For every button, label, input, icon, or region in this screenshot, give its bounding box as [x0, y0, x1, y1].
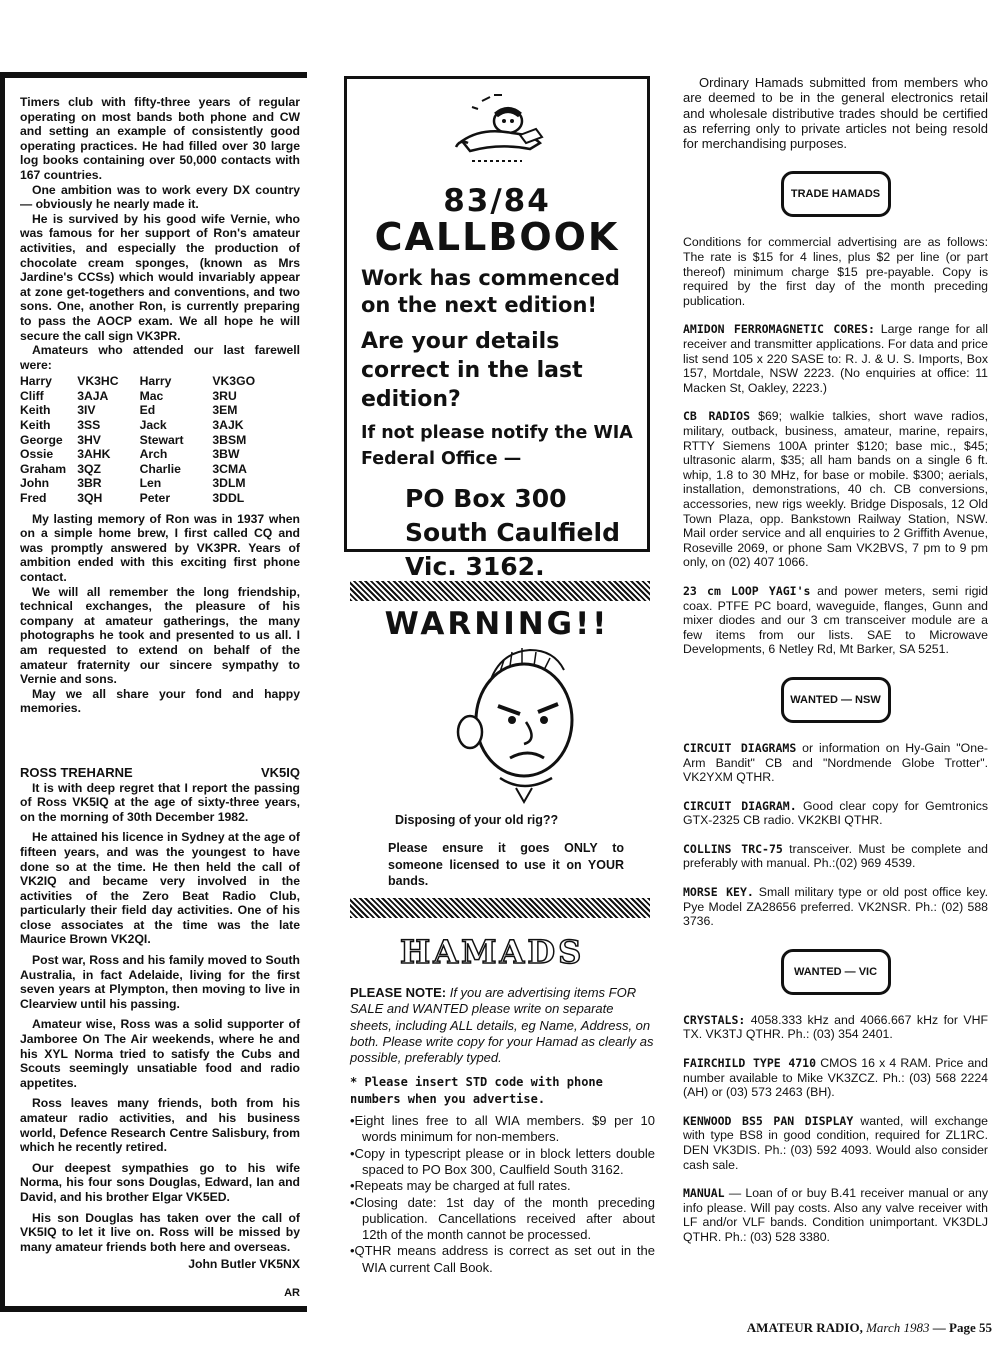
attendee-row	[20, 374, 280, 389]
attendee-cell: 3IV	[77, 403, 96, 418]
attendee-cell: Len	[139, 476, 162, 491]
trade-hamads-label: TRADE HAMADS	[781, 171, 891, 217]
paragraph: Amateurs who attended our last farewell were:	[20, 343, 300, 372]
ad-kenwood	[683, 1114, 988, 1172]
paragraph: We will all remember the long friendship, technical exchanges, the pleasure of his company at amateur gatherings, the many photographs he took and presented to us all. I am requested to extend on behalf of the amateur fraternity our sincere sympathy to Vernie and sons.	[20, 584, 300, 687]
attendee-row	[20, 462, 280, 477]
attendee-cell: 3BR	[77, 476, 102, 491]
rule-item: •Repeats may be charged at full rates.	[350, 1178, 571, 1194]
attendee-cell: Ossie	[20, 447, 54, 462]
ad-circuit-diagram	[683, 799, 988, 828]
callbook-body	[361, 265, 647, 584]
paragraph: He is survived by his good wife Vernie, who was famous for her support of Ron's amateur activities, and especially the production of chocolate cream sponges, (known as Mrs Jardine's CCSs) which would invariably appear at zone get-togethers and conventions, and two sons. One, another Ron, is currently preparing to pass the AOCP exam. We all hope he will secure the call sign VK3PR.	[20, 211, 300, 343]
attendee-cell: 3AJA	[77, 388, 109, 403]
ad-amidon	[683, 322, 988, 395]
ad-lead: FAIRCHILD TYPE 4710	[683, 1056, 817, 1071]
callbook-line: If not please notify the WIA Federal Office —	[361, 423, 633, 469]
attendee-cell: Peter	[139, 491, 171, 506]
ad-lead: CB RADIOS	[683, 409, 751, 424]
ad-lead: MANUAL	[683, 1186, 725, 1201]
ad-lead: MORSE KEY.	[683, 885, 754, 900]
attendee-cell: 3DLM	[212, 476, 246, 491]
classifieds-column	[683, 75, 988, 1245]
attendee-cell: 3CMA	[212, 461, 247, 476]
column-bottom-rule	[0, 1306, 307, 1312]
attendee-cell: 3QH	[77, 491, 103, 506]
column-top-rule	[0, 72, 307, 78]
attendee-row	[20, 403, 280, 418]
attendee-cell: VK3HC	[77, 374, 119, 389]
attendee-cell: Jack	[139, 418, 167, 433]
attendee-cell: 3SS	[77, 418, 101, 433]
paragraph: May we all share your fond and happy memories.	[20, 686, 300, 716]
hamads-rules	[350, 985, 655, 1276]
end-mark: AR	[284, 1286, 300, 1299]
trade-conditions: Conditions for commercial advertising are as follows: The rate is $15 for 4 lines, plus $2 per line (or part thereof) minimum charge $15 pre-payable. Copy is required by the first day of the month preceding publication.	[683, 235, 988, 308]
intro-paragraph: Ordinary Hamads submitted from members who are deemed to be in the general electronics retail and wholesale distributive trades should be certified as referring only to private articles not being resold for merchandising purposes.	[683, 75, 988, 152]
attendee-cell: Cliff	[20, 388, 44, 403]
ad-cb-radios	[683, 409, 988, 570]
attendee-cell: VK3GO	[212, 374, 256, 389]
hatched-divider	[350, 581, 650, 601]
ad-text: transceiver. Must be complete and preferably with manual. Ph.:(02) 969 4539.	[683, 841, 988, 871]
note-text: If you are advertising items FOR SALE and WANTED please write on separate sheets, including ALL details, eg Name, Address, on both. Please write copy for your Hamad as clearly as possible, preferably typed.	[350, 985, 654, 1066]
wanted-vic-label: WANTED — VIC	[781, 949, 891, 995]
attendee-cell: Mac	[139, 388, 164, 403]
attendee-cell: Keith	[20, 403, 51, 418]
paragraph: It is with deep regret that I report the passing of Ross VK5IQ at the age of sixty-three years, on the morning of 30th December 1982.	[20, 780, 300, 824]
attendee-cell: Ed	[139, 403, 156, 418]
ad-collins	[683, 842, 988, 871]
callbook-line: Work has commenced on the next edition!	[361, 266, 620, 317]
ad-text: wanted, will exchange with type BS8 in good condition, required for ZL1RC. DEN VK3DIS. Ph.: (03) 592 4093. Would also consider cash sale.	[683, 1113, 989, 1172]
obituary-heading	[20, 766, 300, 781]
attendee-cell: Graham	[20, 461, 67, 476]
paragraph: Post war, Ross and his family moved to South Australia, in fact Adelaide, living for the first seven years at Plympton, then moving to live in Clearview until his passing.	[20, 953, 300, 1011]
signature: John Butler VK5NX	[188, 1257, 300, 1272]
attendee-cell: Harry	[20, 374, 52, 389]
paragraph: My lasting memory of Ron was in 1937 when on a simple home brew, I first called CQ and was promptly answered by VK3PR. Years of ambition ended with this exciting first phone contact.	[20, 511, 300, 584]
attendee-cell: 3AHK	[77, 447, 111, 462]
warning-body: Please ensure it goes ONLY to someone licensed to use it on YOUR bands.	[388, 841, 624, 888]
column-left-rule	[0, 72, 5, 1312]
ad-lead: CIRCUIT DIAGRAM.	[683, 798, 797, 813]
warning-title: WARNING!!	[384, 606, 610, 642]
ad-lead: 23 cm LOOP YAGI's	[683, 583, 811, 598]
attendee-cell: Charlie	[139, 461, 181, 476]
obituary-name: ROSS TREHARNE	[20, 764, 133, 780]
cartoon-reader-icon	[442, 91, 552, 171]
ad-loop-yagi	[683, 584, 988, 657]
ad-text: CMOS 16 x 4 RAM. Price and number available to Mike VK3ZCZ. Ph.: (03) 568 2224 (AH) or (03) 573 2463 (BH).	[683, 1056, 988, 1100]
std-note: * Please insert STD code with phone numbers when you advertise.	[350, 1075, 603, 1106]
paragraph: Timers club with fifty-three years of regular operating on most bands both phone and CW and setting an example of consistently good operating practices. He had filled over 30 large log books containing over 50,000 contacts with 167 countries.	[20, 95, 300, 182]
attendee-cell: Keith	[20, 418, 51, 433]
paragraph: His son Douglas has taken over the call of VK5IQ to let it live on. Ross will be missed by many amateur friends both here and overseas.	[20, 1210, 300, 1254]
paragraph: He attained his licence in Sydney at the age of fifteen years, and was the youngest to have done so at the time. He then held the call of VK2IQ and became very involved in the activities of the Zero Beat Radio Club, particularly their field day activities. One of his close associates at the time was the late Maurice Brown VK2QI.	[20, 830, 300, 947]
attendee-cell: Arch	[139, 447, 168, 462]
attendee-row	[20, 491, 280, 506]
rule-item: •Closing date: 1st day of the month preceding publication. Cancellations received after about 12th of the month cannot be processed.	[350, 1194, 655, 1243]
page-number: — Page 55	[932, 1320, 992, 1335]
ad-text: and power meters, semi rigid coax. PTFE PC board, waveguide, flanges, Gunn and mixer diodes and our 3 cm transceiver module are a few items from our lists. SAE to Microwave Developments, 6 Netley Rd, Mt Barker, SA 5251.	[683, 583, 988, 657]
obituary-column	[20, 95, 300, 1301]
ad-text: Good clear copy for Gemtronics GTX-2325 CB radio. VK2KBI QTHR.	[683, 798, 989, 828]
attendee-cell: 3AJK	[212, 418, 244, 433]
magazine-name: AMATEUR RADIO,	[746, 1320, 863, 1335]
attendee-cell: 3EM	[212, 403, 238, 418]
address-line: PO Box 300	[405, 484, 567, 513]
rule-item: •QTHR means address is correct as set out in the WIA current Call Book.	[350, 1243, 655, 1275]
attendee-row	[20, 447, 280, 462]
ad-lead: AMIDON FERROMAGNETIC CORES:	[683, 322, 875, 337]
ad-lead: COLLINS TRC-75	[683, 841, 783, 856]
attendees-table	[20, 374, 280, 505]
paragraph: Amateur wise, Ross was a solid supporter of Jamboree On The Air weekends, where he and his XYL Norma tried to satisfy the Cubs and Scouts seemingly unsatiable food and radio appetites.	[20, 1017, 300, 1090]
angry-face-icon	[440, 642, 600, 808]
note-lead: PLEASE NOTE:	[350, 985, 447, 1000]
rule-item: •Eight lines free to all WIA members. $9 per 10 words minimum for non-members.	[350, 1113, 655, 1145]
ad-morse-key	[683, 885, 988, 929]
callbook-address	[361, 482, 647, 584]
address-line: Vic. 3162.	[405, 552, 545, 581]
ad-crystals	[683, 1013, 988, 1042]
ad-manual	[683, 1186, 988, 1244]
attendee-cell: 3QZ	[77, 461, 101, 476]
rules-list	[350, 1113, 655, 1276]
wanted-nsw-label: WANTED — NSW	[781, 677, 891, 723]
attendee-cell: Harry	[139, 374, 172, 389]
ad-text: Large range for all receiver and transmitter applications. For data and price list send 105 x 220 SASE to: R. J. & U. S. Imports, Box 157, Mortdale, NSW 2223. (No enquiries at office: 11 Macken St, Oakley, 2223.)	[683, 322, 988, 395]
ad-text: or information on Hy-Gain "One-Arm Bandit" CB and "Nordmende Globe Trotter". VK2YXM QTHR.	[683, 740, 988, 785]
attendee-row	[20, 433, 280, 448]
paragraph: One ambition was to work every DX country — obviously he nearly made it.	[20, 182, 300, 212]
please-note	[350, 985, 655, 1066]
attendee-cell: Stewart	[139, 432, 184, 447]
paragraph: Our deepest sympathies go to his wife Norma, his four sons Douglas, Edward, Ian and David, and his brother Elgar VK5ED.	[20, 1160, 300, 1204]
attendee-cell: Fred	[20, 491, 47, 506]
attendee-cell: 3BSM	[212, 432, 247, 447]
callbook-title: CALLBOOK	[374, 215, 620, 259]
attendee-cell: 3HV	[77, 432, 101, 447]
hatched-divider	[350, 898, 650, 918]
rule-item: •Copy in typescript please or in block letters double spaced to PO Box 300, Caulfield South 3162.	[350, 1145, 655, 1177]
attendee-cell: 3RU	[212, 388, 237, 403]
address-line: South Caulfield	[405, 518, 620, 547]
paragraph: Ross leaves many friends, both from his amateur radio activities, and his business world, Defence Research Centre Salisbury, from which he recently retired.	[20, 1096, 300, 1155]
ad-lead: CRYSTALS:	[683, 1012, 746, 1027]
attendee-cell: 3BW	[212, 447, 240, 462]
attendee-row	[20, 389, 280, 404]
issue-date: March 1983	[866, 1320, 930, 1335]
ad-fairchild	[683, 1056, 988, 1100]
ad-lead: CIRCUIT DIAGRAMS	[683, 740, 797, 755]
ad-text: 4058.333 kHz and 4066.667 kHz for VHF TX. VK3TJ QTHR. Ph.: (03) 354 2401.	[683, 1012, 988, 1042]
page-footer	[700, 1320, 992, 1336]
obituary-call: VK5IQ	[260, 764, 300, 780]
ad-lead: KENWOOD BS5 PAN DISPLAY	[683, 1113, 854, 1128]
hamads-title: HAMADS	[400, 933, 585, 971]
warning-question: Disposing of your old rig??	[395, 813, 559, 827]
attendee-row	[20, 476, 280, 491]
callbook-advert	[344, 76, 650, 581]
ad-circuit-diagrams	[683, 741, 988, 785]
ad-text: — Loan of or buy B.41 receiver manual or any info please. Will pay costs. Also any valve receiver with LF and/or VLF bands. Condition unimportant. VK3DLJ QTHR. Ph.: (03) 528 3380.	[683, 1186, 988, 1244]
ad-text: $69; walkie talkies, short wave radios, military, outback, business, amateur, marine, repairs, RTTY Siemens 100A printer $120; base mic., $45; ultrasonic alarm, $35; all ham bands on a single 6 ft. whip, 1.8 to 30 MHz, for base or mobile. $300; aerials, installation, demonstrations, 40 ch. CB conversions, accessories, new rigs weekly. Bridge Disposals, 12 Old Town Plaza, opp. Bankstown Railway Station, NSW. Mail order service and all enquiries to 2 Griffith Avenue, Roseville 2069, or phone Sam VK2BVS, 7 pm to 9 pm only, on (02) 407 1066.	[683, 409, 988, 570]
attendee-cell: 3DDL	[212, 491, 245, 506]
attendee-row	[20, 418, 280, 433]
attendee-cell: George	[20, 432, 63, 447]
callbook-line: Are your details correct in the last edition?	[361, 329, 583, 412]
attendee-cell: John	[20, 476, 50, 491]
ad-text: Small military type or old post office key. Pye Model ZA28656 preferred. VK2NSR. Ph.: (02) 588 3736.	[683, 885, 988, 929]
callbook-year: 83/84	[443, 183, 551, 219]
